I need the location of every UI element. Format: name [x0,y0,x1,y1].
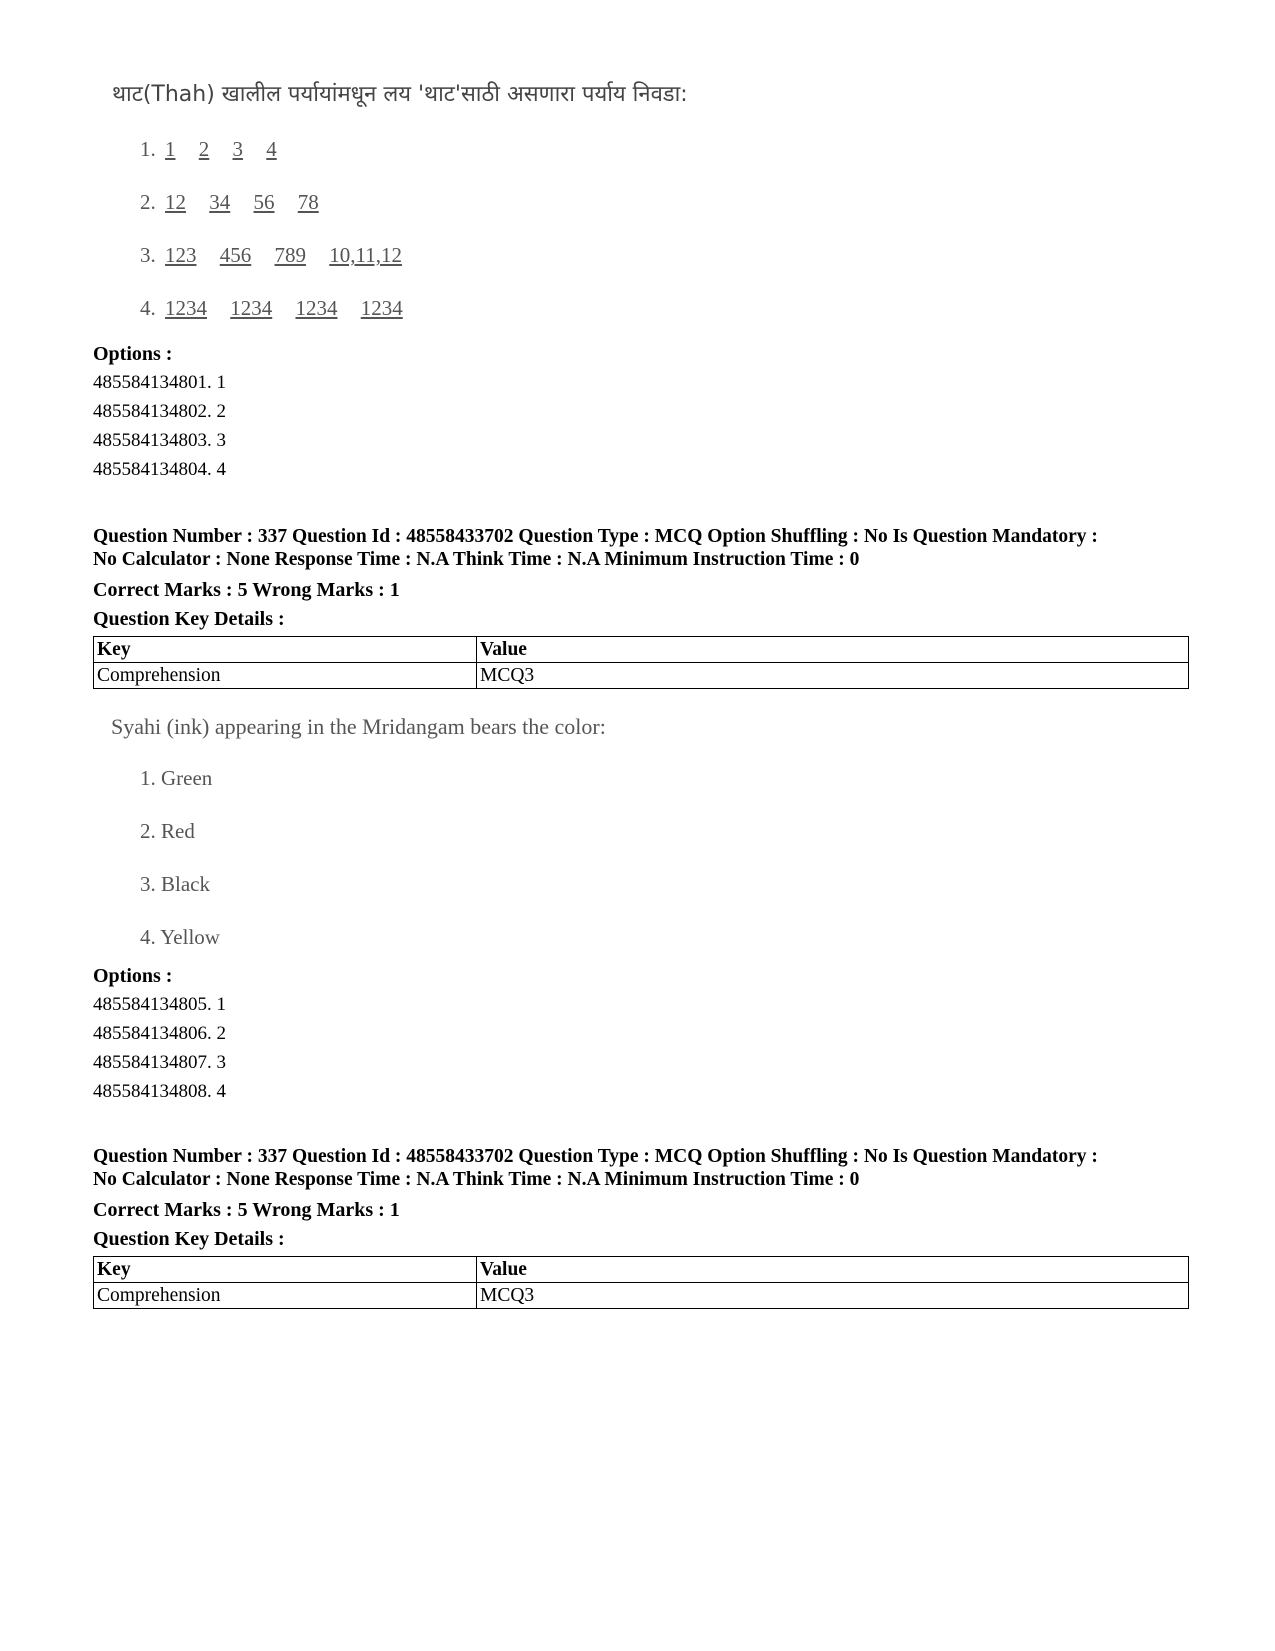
image-option-item: 12 [165,190,186,214]
option-line: 485584134808. 4 [93,1081,226,1102]
image-option-item: 2 [198,137,210,161]
image-option-2: 2. Red [140,819,195,843]
image-option-item: 123 [165,243,197,267]
image-option-item: 1234 [360,296,403,320]
image-option-item: 3 [232,137,243,161]
question-text: Syahi (ink) appearing in the Mridangam bears the color: [111,714,606,739]
image-option-item: 10,11,12 [329,243,402,267]
image-option-4: 4. 1234 1234 1234 1234 [140,296,403,320]
table-cell-value: MCQ3 [477,1283,1189,1309]
option-line: 485584134805. 1 [93,994,226,1015]
question-meta: Question Number : 337 Question Id : 48558433702 Question Type : MCQ Option Shuffling : No Is Question Mandatory : No Calculator : None Response Time : N.A Think Time : N.A Minimum Instruction Time : 0 [93,1146,1098,1190]
option-line: 485584134801. 1 [93,372,226,393]
image-option-item: 789 [274,243,306,267]
table-row [94,663,1189,689]
image-option-item: 1 [165,137,176,161]
option-line: 485584134806. 2 [93,1023,226,1044]
table-header-row [94,637,1189,663]
image-option-item: 56 [253,190,275,214]
option-line: 485584134802. 2 [93,401,226,422]
marks-line: Correct Marks : 5 Wrong Marks : 1 [93,579,400,601]
image-option-item: 34 [209,190,231,214]
table-cell-value: MCQ3 [477,663,1189,689]
option-line: 485584134804. 4 [93,459,226,480]
image-option-item: 1234 [230,296,273,320]
table-row [94,1283,1189,1309]
option-line: 485584134807. 3 [93,1052,226,1073]
image-option-3: 3. Black [140,872,210,896]
table-header-key: Key [94,637,477,663]
image-option-1: 1. 1 2 3 4 [140,137,277,161]
key-value-table [93,1256,1189,1309]
image-option-item: 4 [266,137,277,161]
question-meta: Question Number : 337 Question Id : 48558433702 Question Type : MCQ Option Shuffling : No Is Question Mandatory : No Calculator : None Response Time : N.A Think Time : N.A Minimum Instruction Time : 0 [93,526,1098,570]
table-header-row [94,1257,1189,1283]
marks-line: Correct Marks : 5 Wrong Marks : 1 [93,1199,400,1221]
image-option-4: 4. Yellow [140,925,220,949]
key-details-label: Question Key Details : [93,1228,285,1250]
table-header-value: Value [477,637,1189,663]
option-line: 485584134803. 3 [93,430,226,451]
image-option-1: 1. Green [140,766,213,790]
options-label: Options : [93,343,173,365]
image-option-item: 1234 [295,296,338,320]
image-option-2: 2. 12 34 56 78 [140,190,319,214]
table-cell-key: Comprehension [94,663,477,689]
key-value-table [93,636,1189,689]
table-header-value: Value [477,1257,1189,1283]
question-text-marathi: थाट(Thah) खालील पर्यायांमधून लय 'थाट'साठी असणारा पर्याय निवडा: [112,82,688,107]
table-header-key: Key [94,1257,477,1283]
image-option-3: 3. 123 456 789 10,11,12 [140,243,402,267]
image-option-item: 1234 [165,296,207,320]
table-cell-key: Comprehension [94,1283,477,1309]
options-label: Options : [93,965,173,987]
image-option-item: 78 [297,190,319,214]
image-option-item: 456 [219,243,252,267]
key-details-label: Question Key Details : [93,608,285,630]
